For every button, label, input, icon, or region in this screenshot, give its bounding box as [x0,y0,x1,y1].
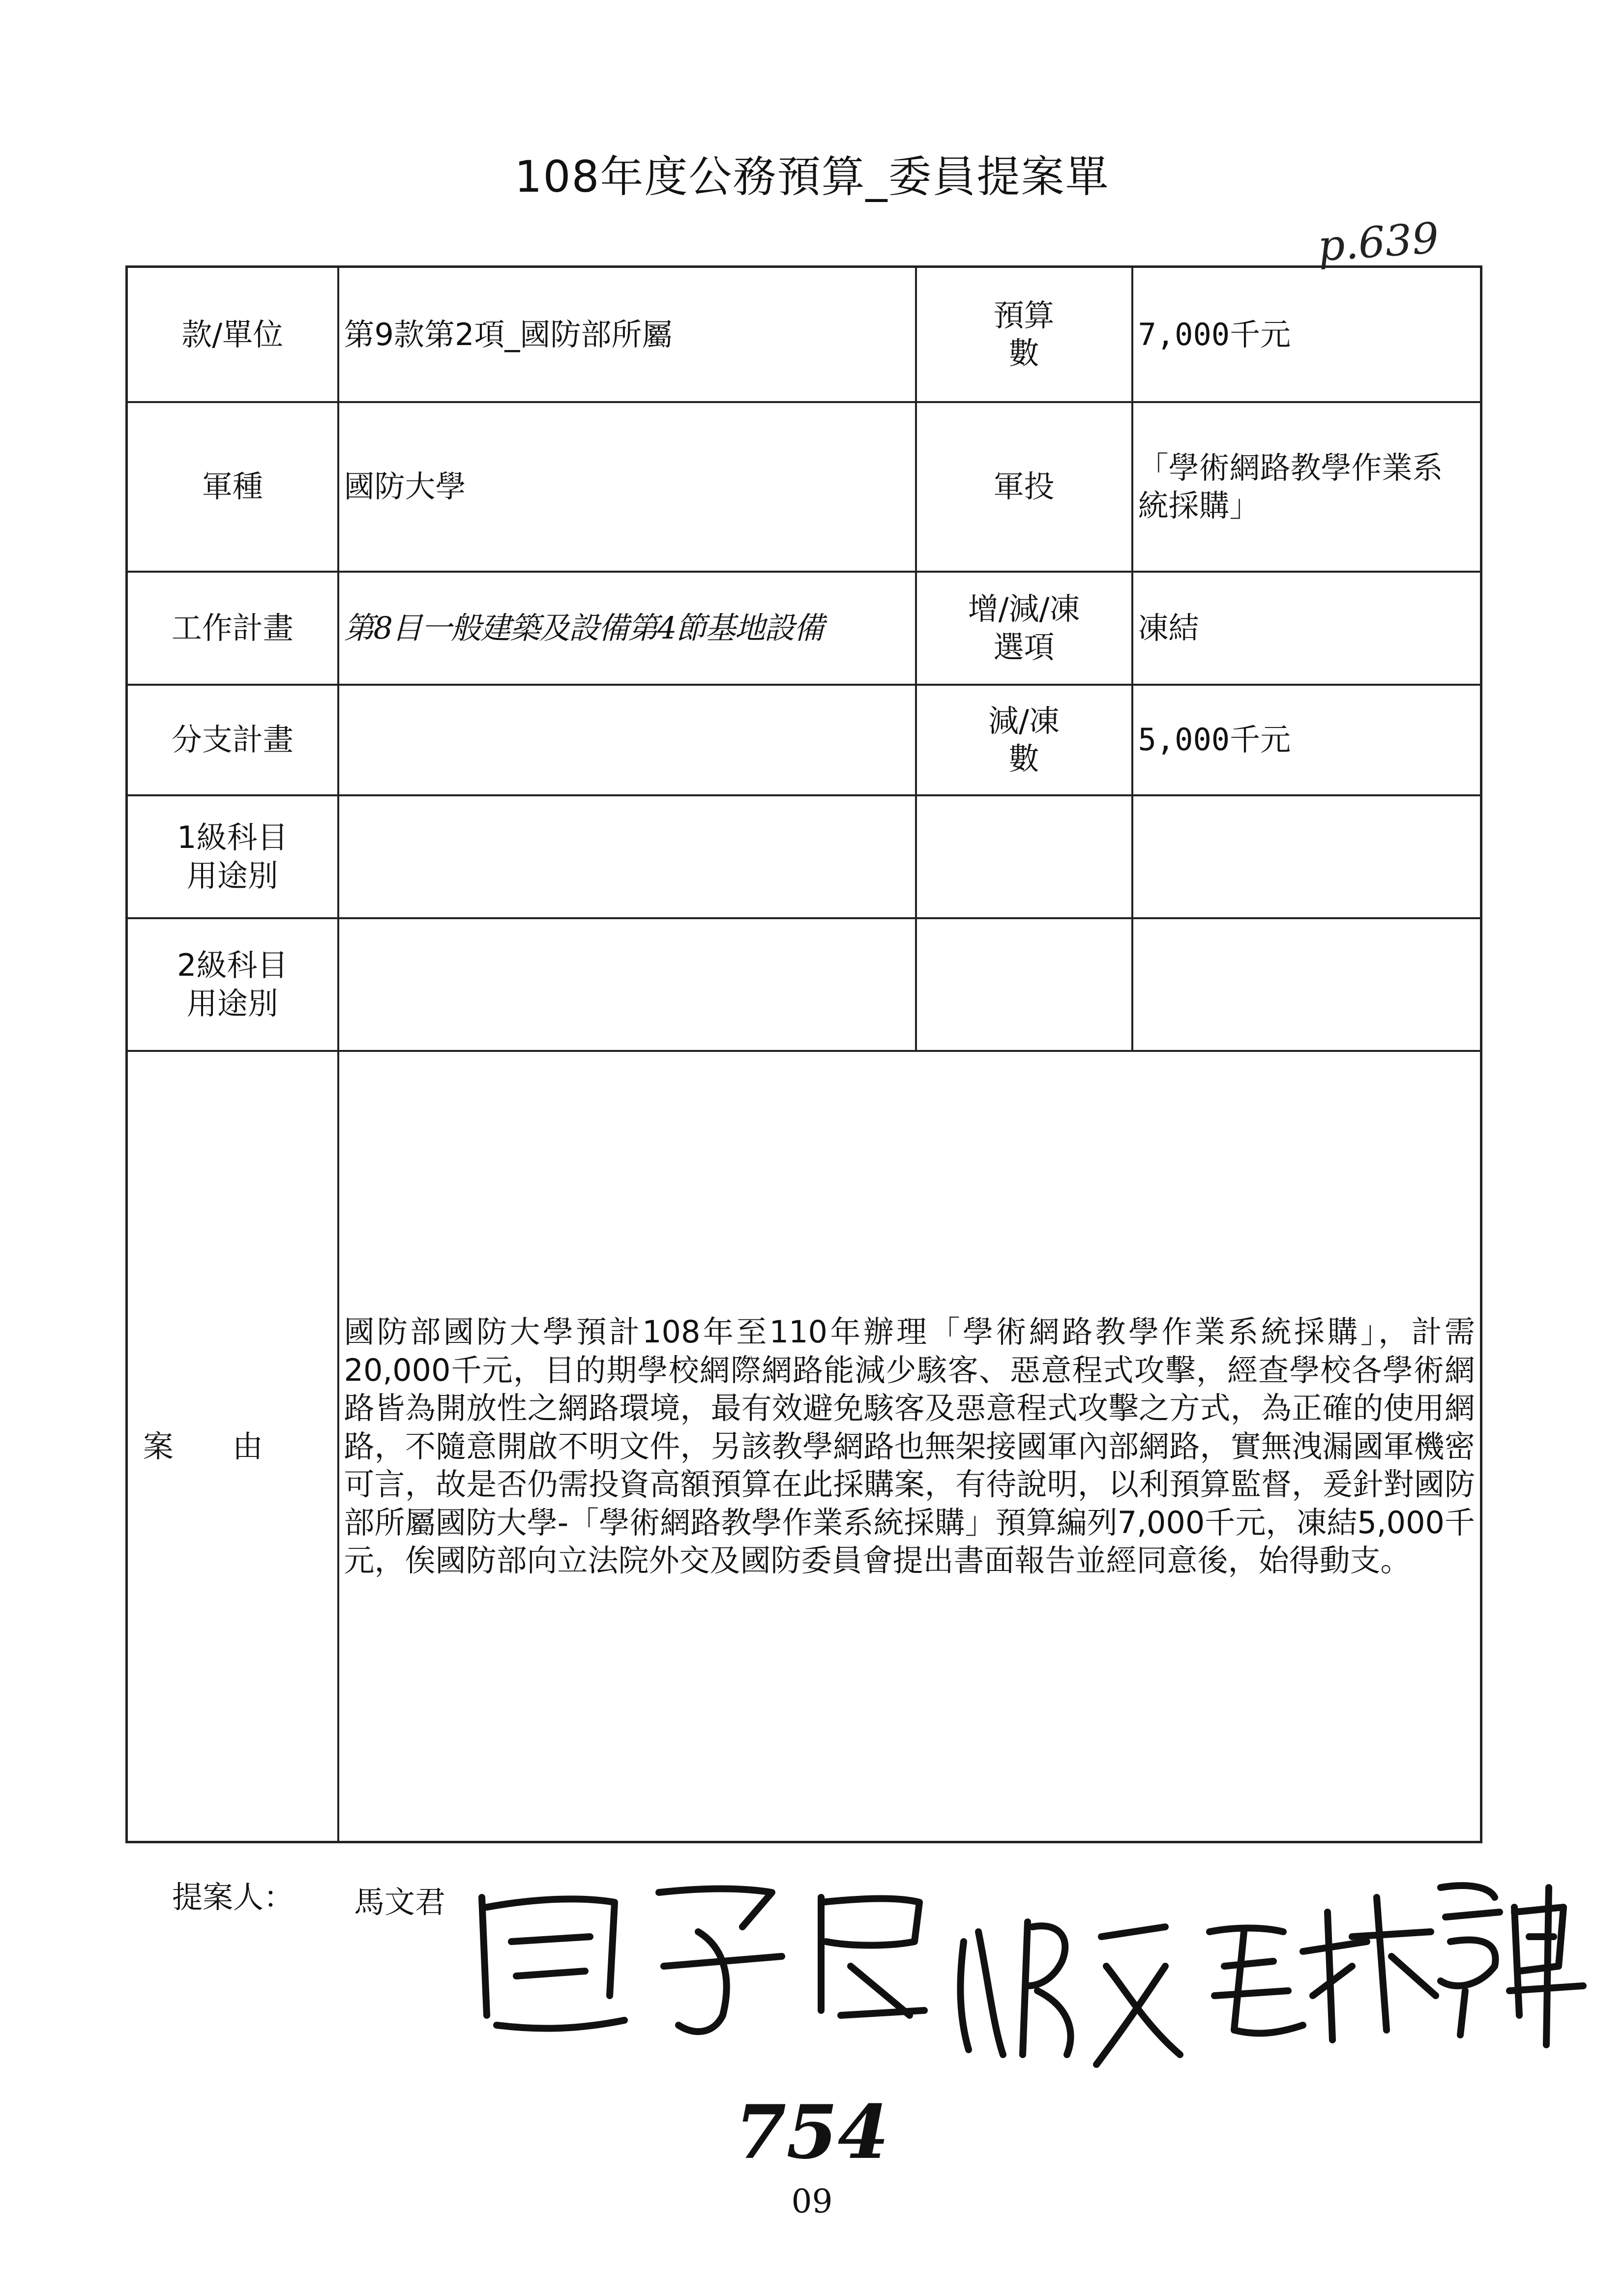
reduce-freeze-label: 減/凍 數 [916,685,1132,795]
row-branch [127,402,1481,572]
row-level2 [127,918,1481,1051]
budget-value: 7,000千元 [1132,267,1481,402]
branch-value: 國防大學 [338,402,916,572]
investment-value: 「學術網路教學作業系 統採購」 [1132,402,1481,572]
level2-value [338,918,916,1051]
reason-text: 國防部國防大學預計108年至110年辦理「學術網路教學作業系統採購」，計需20,000千元，目的期學校網際網路能減少駭客、惡意程式攻擊，經查學校各學術網路皆為開放性之網路環境，最有效避免駭客及惡意程式攻擊之方式，為正確的使用網路，不隨意開啟不明文件，另該教學網路也無架接國軍內部網路，實無洩漏國軍機密可言，故是否仍需投資高額預算在此採購案，有待說明，以利預算監督，爰針對國防部所屬國防大學-「學術網路教學作業系統採購」預算編列7,000千元，凍結5,000千元，俟國防部向立法院外交及國防委員會提出書面報告並經同意後，始得動支。 [338,1051,1481,1842]
proposer-label: 提案人： [172,1879,295,1915]
signature-2 [960,1922,1303,2064]
level2-extra [916,918,1132,1051]
level1-extra [916,795,1132,918]
sub-plan-value [338,685,916,795]
work-plan-handwritten-value: 第8目一般建築及設備第4節基地設備 [338,572,916,685]
budget-label: 預算 數 [916,267,1132,402]
work-plan-label: 工作計畫 [127,572,338,685]
level1-extra-value [1132,795,1481,918]
sub-plan-label: 分支計畫 [127,685,338,795]
reason-label: 案由 [127,1051,338,1842]
investment-label: 軍投 [916,402,1132,572]
row-reason [127,1051,1481,1842]
row-work-plan [127,572,1481,685]
proposal-form-table [125,265,1482,1843]
level1-label: 1級科目 用途別 [127,795,338,918]
level2-extra-value [1132,918,1481,1051]
page-reference: p.639 [1316,213,1441,271]
reduce-freeze-value: 5,000千元 [1132,685,1481,795]
option-value: 凍結 [1132,572,1481,685]
option-label: 增/減/凍 選項 [916,572,1132,685]
stamp-number: 754 [735,2089,889,2176]
row-level1 [127,795,1481,918]
page-number: 09 [791,2182,833,2220]
branch-label: 軍種 [127,402,338,572]
row-sub-plan [127,685,1481,795]
signature-3 [1303,1886,1583,2045]
level1-value [338,795,916,918]
row-unit [127,267,1481,402]
level2-label: 2級科目 用途別 [127,918,338,1051]
handwritten-signatures [467,1868,1598,2089]
proposer-name: 馬文君 [354,1884,446,1920]
form-title: 108年度公務預算_委員提案單 [514,151,1110,202]
signature-1 [482,1889,924,2032]
unit-label: 款/單位 [127,267,338,402]
unit-value: 第9款第2項_國防部所屬 [338,267,916,402]
